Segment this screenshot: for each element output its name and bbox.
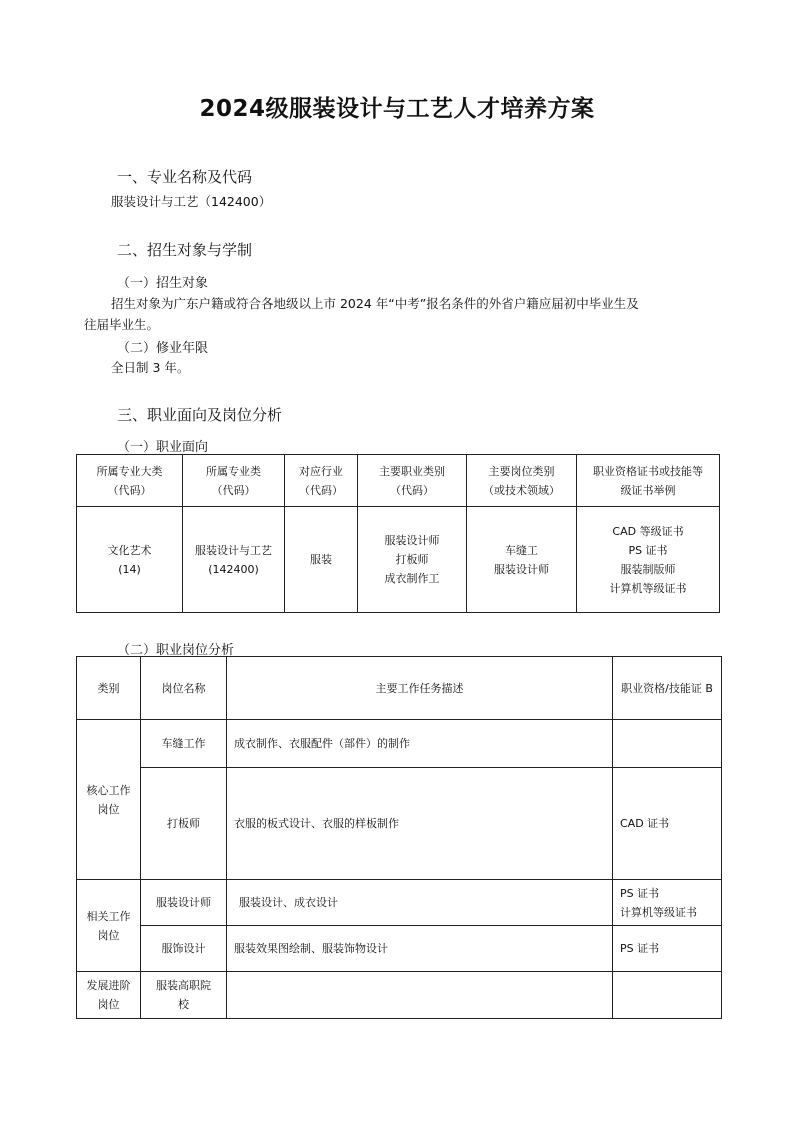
table-header-row bbox=[77, 455, 720, 507]
task-description-cell: 服装效果图绘制、服装饰物设计 bbox=[227, 926, 613, 972]
header-cell: 所属专业大类 （代码） bbox=[77, 455, 183, 507]
enrollment-target-text-line1: 招生对象为广东户籍或符合各地级以上市 2024 年“中考”报名条件的外省户籍应届初中毕业生及 bbox=[111, 296, 639, 311]
position-name-cell: 打板师 bbox=[141, 768, 227, 880]
table-cell: 文化艺术 (14) bbox=[77, 507, 183, 613]
task-description-cell: 服装设计、成衣设计 bbox=[227, 880, 613, 926]
category-cell: 发展进阶 岗位 bbox=[77, 972, 141, 1019]
certificate-cell: CAD 证书 bbox=[613, 768, 722, 880]
task-description-cell bbox=[227, 972, 613, 1019]
header-cell: 主要职业类别 （代码） bbox=[358, 455, 467, 507]
job-analysis-heading: （二）职业岗位分析 bbox=[117, 643, 235, 658]
table-row bbox=[77, 768, 722, 880]
header-cell: 对应行业 （代码） bbox=[285, 455, 358, 507]
position-name-cell: 服装设计师 bbox=[141, 880, 227, 926]
table-row bbox=[77, 926, 722, 972]
header-cell: 主要岗位类别 （或技术领域） bbox=[467, 455, 577, 507]
career-orientation-table bbox=[76, 454, 720, 613]
position-name-cell: 车缝工作 bbox=[141, 720, 227, 768]
enrollment-target-heading: （一）招生对象 bbox=[117, 276, 209, 291]
table-cell: 车缝工 服装设计师 bbox=[467, 507, 577, 613]
table-row bbox=[77, 507, 720, 613]
task-description-cell: 衣服的板式设计、衣服的样板制作 bbox=[227, 768, 613, 880]
page-title: 2024级服装设计与工艺人才培养方案 bbox=[199, 96, 595, 122]
table-row bbox=[77, 880, 722, 926]
section2-heading: 二、招生对象与学制 bbox=[117, 241, 253, 259]
enrollment-target-text-line2: 往届毕业生。 bbox=[84, 317, 160, 332]
header-cell: 岗位名称 bbox=[141, 657, 227, 720]
table-header-row bbox=[77, 657, 722, 720]
study-duration-text: 全日制 3 年。 bbox=[111, 360, 190, 375]
header-cell: 所属专业类 （代码） bbox=[183, 455, 285, 507]
job-analysis-table bbox=[76, 656, 722, 1019]
table-row bbox=[77, 972, 722, 1019]
certificate-cell bbox=[613, 720, 722, 768]
position-name-cell: 服装高职院 校 bbox=[141, 972, 227, 1019]
certificate-cell: PS 证书 bbox=[613, 926, 722, 972]
position-name-cell: 服饰设计 bbox=[141, 926, 227, 972]
category-cell: 相关工作 岗位 bbox=[77, 880, 141, 972]
header-cell: 职业资格/技能证 B bbox=[613, 657, 722, 720]
header-cell: 职业资格证书或技能等 级证书举例 bbox=[577, 455, 720, 507]
table-row bbox=[77, 720, 722, 768]
major-name-code: 服装设计与工艺（142400） bbox=[111, 194, 272, 209]
career-orientation-heading: （一）职业面向 bbox=[117, 440, 209, 455]
certificate-cell bbox=[613, 972, 722, 1019]
table-cell: 服装设计师 打板师 成衣制作工 bbox=[358, 507, 467, 613]
certificate-cell: PS 证书 计算机等级证书 bbox=[613, 880, 722, 926]
study-duration-heading: （二）修业年限 bbox=[117, 341, 209, 356]
table-cell: 服装设计与工艺 (142400) bbox=[183, 507, 285, 613]
section3-heading: 三、职业面向及岗位分析 bbox=[117, 406, 283, 424]
task-description-cell: 成衣制作、衣服配件（部件）的制作 bbox=[227, 720, 613, 768]
table-cell: CAD 等级证书 PS 证书 服装制版师 计算机等级证书 bbox=[577, 507, 720, 613]
header-cell: 主要工作任务描述 bbox=[227, 657, 613, 720]
header-cell: 类别 bbox=[77, 657, 141, 720]
category-cell: 核心工作 岗位 bbox=[77, 720, 141, 880]
table-cell: 服装 bbox=[285, 507, 358, 613]
section1-heading: 一、专业名称及代码 bbox=[117, 168, 253, 186]
